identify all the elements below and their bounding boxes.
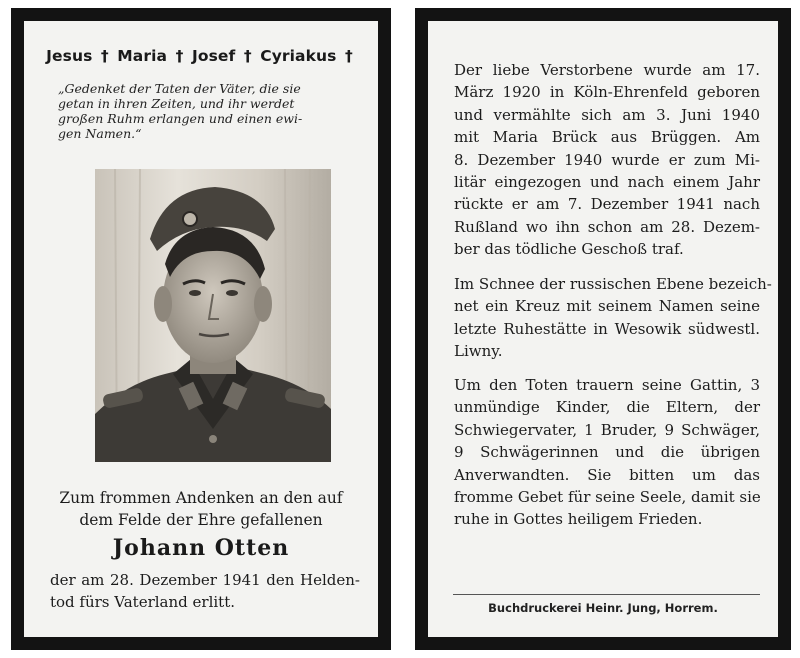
divider-line (453, 594, 760, 595)
right-card-page (428, 21, 778, 637)
left-card-border (11, 8, 391, 650)
text-line: fromme Gebet für seine Seele, damit sie (454, 488, 761, 507)
death-line: tod fürs Vaterland erlitt. (50, 593, 235, 611)
biography-paragraph (454, 59, 760, 261)
text-line: Der liebe Verstorbene wurde am 17. (454, 61, 760, 79)
memorial-line: Zum frommen Andenken an den auf (59, 489, 343, 507)
text-line: Im Schnee der russischen Ebene bezeich- (454, 275, 772, 293)
cross-icon: † (243, 47, 252, 65)
portrait-illustration (95, 169, 331, 462)
cross-icon: † (175, 47, 184, 65)
text-line: mit Maria Brück aus Brüggen. Am (454, 128, 760, 147)
text-line: und vermählte sich am 3. Juni 1940 (454, 105, 760, 124)
text-line: letzte Ruhestätte in Wesowik südwestl. (454, 319, 760, 338)
text-line: litär eingezogen und nach einem Jahr (454, 173, 760, 192)
saint-name: Jesus (46, 47, 93, 65)
memorial-line: dem Felde der Ehre gefallenen (79, 511, 323, 529)
text-line: Anverwandten. Sie bitten um das (454, 465, 760, 484)
quote-line: gen Namen.“ (58, 126, 142, 141)
text-line: Liwny. (454, 342, 503, 361)
text-line: unmündige Kinder, die Eltern, der (454, 398, 760, 417)
text-line: ber das tödliche Geschoß traf. (454, 240, 684, 259)
saint-name: Josef (191, 47, 236, 65)
text-line: 8. Dezember 1940 wurde er zum Mi- (454, 150, 760, 169)
text-line: ruhe in Gottes heiligem Frieden. (454, 510, 703, 529)
quote-line: getan in ihren Zeiten, und ihr werdet (58, 96, 295, 111)
text-line: 9 Schwägerinnen und die übrigen (454, 443, 760, 462)
death-line: der am 28. Dezember 1941 den Helden- (50, 571, 360, 589)
text-line: rückte er am 7. Dezember 1941 nach (454, 195, 760, 214)
memorial-text (24, 487, 378, 531)
text-line: März 1920 in Köln-Ehrenfeld geboren (454, 83, 760, 102)
saints-header (24, 47, 378, 65)
text-line: net ein Kreuz mit seinem Namen seine (454, 297, 760, 316)
cross-icon: † (344, 47, 353, 65)
text-line: Rußland wo ihn schon am 28. Dezem- (454, 217, 760, 236)
grave-paragraph (454, 273, 772, 363)
quote-line: „Gedenket der Taten der Väter, die sie (58, 81, 301, 96)
death-text (50, 569, 360, 613)
left-card-page (24, 21, 378, 637)
printer-credit: Buchdruckerei Heinr. Jung, Horrem. (488, 601, 718, 615)
saint-name: Cyriakus (260, 47, 337, 65)
soldier-portrait-photo (95, 169, 331, 462)
quote-line: großen Ruhm erlangen und einen ewi- (58, 111, 303, 126)
saint-name: Maria (117, 47, 168, 65)
right-card-border (415, 8, 791, 650)
cross-icon: † (100, 47, 109, 65)
scripture-quote (58, 81, 358, 141)
text-line: Um den Toten trauern seine Gattin, 3 (454, 376, 760, 394)
deceased-name: Johann Otten (112, 535, 290, 561)
mourners-paragraph (454, 374, 760, 531)
text-line: Schwiegervater, 1 Bruder, 9 Schwäger, (454, 420, 760, 439)
